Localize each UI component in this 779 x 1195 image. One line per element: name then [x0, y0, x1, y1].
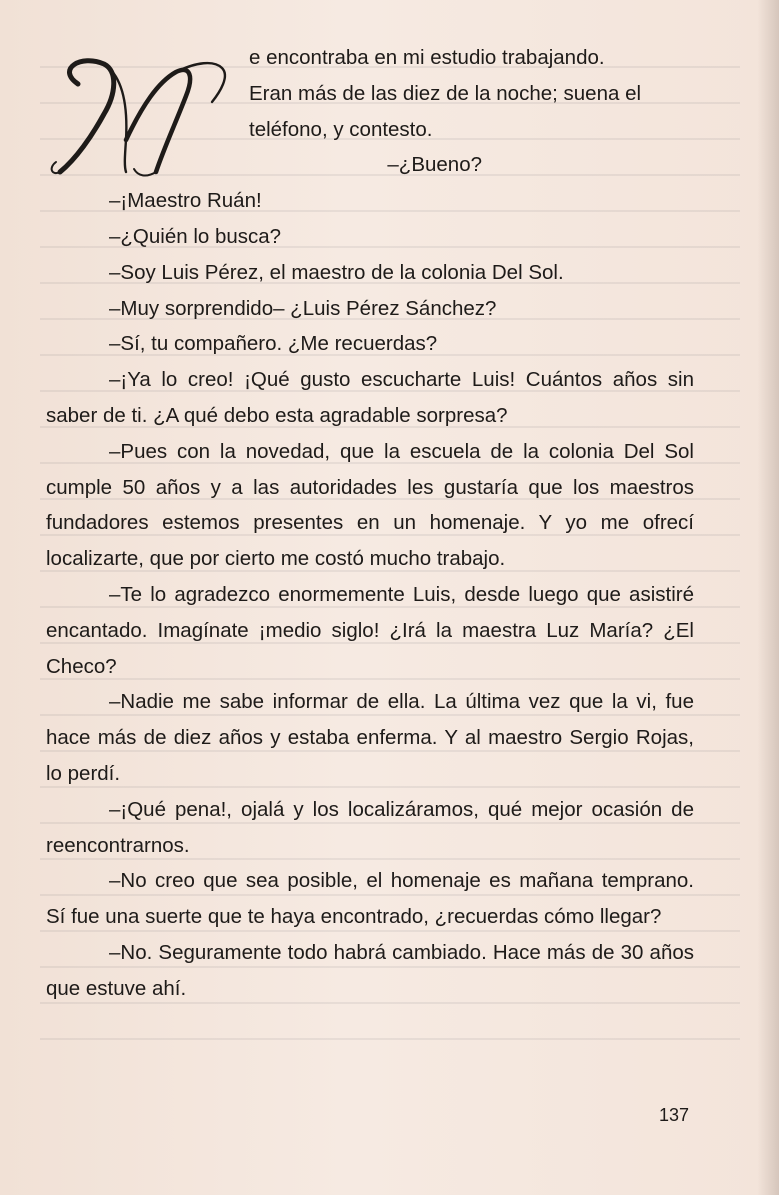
page-number: 137: [659, 1105, 690, 1125]
dropcap-letter: M: [96, 136, 98, 137]
dropcap-m-ornament: [46, 44, 246, 184]
dialogue-line: –¿Quién lo busca?: [109, 224, 282, 248]
dialogue-line: –No creo que sea posible, el homenaje es mañana temprano. Sí fue una suerte que te haya encontrado, ¿recuerdas cómo llegar?: [46, 869, 694, 929]
dialogue-line: –Sí, tu compañero. ¿Me recuerdas?: [109, 332, 438, 356]
opening-line-1: e encontraba en mi estudio trabajando.: [249, 46, 605, 69]
page-edge-shadow: [757, 0, 779, 1195]
dialogue-line: –¡Ya lo creo! ¡Qué gusto escucharte Luis! Cuántos años sin saber de ti. ¿A qué debo esta agradable sorpresa?: [46, 368, 694, 427]
dialogue-line: –Pues con la novedad, que la escuela de la colonia Del Sol cumple 50 años y a las autoridades les gustaría que los maestros fundadores estemos presentes en un homenaje. Y yo me ofrecí localizarte, que por cierto me costó mucho trabajo.: [46, 439, 694, 571]
dialogue-line: –Muy sorprendido– ¿Luis Pérez Sánchez?: [109, 296, 497, 320]
dialogue-line: –Soy Luis Pérez, el maestro de la colonia Del Sol.: [109, 260, 564, 284]
dialogue-line: –¡Maestro Ruán!: [109, 189, 262, 213]
chapter-text: [46, 40, 694, 1007]
opening-line-3: teléfono, y contesto.: [249, 117, 433, 141]
dialogue-line: –Nadie me sabe informar de ella. La última vez que la vi, fue hace más de diez años y estaba enferma. Y al maestro Sergio Rojas, lo perdí.: [46, 690, 694, 785]
dialogue-line: –¡Qué pena!, ojalá y los localizáramos, qué mejor ocasión de reencontrarnos.: [46, 797, 694, 857]
dialogue-bueno: –¿Bueno?: [387, 153, 482, 177]
dialogue-line: –No. Seguramente todo habrá cambiado. Hace más de 30 años que estuve ahí.: [46, 940, 694, 1000]
dialogue-line: –Te lo agradezco enormemente Luis, desde luego que asistiré encantado. Imagínate ¡medio siglo! ¿Irá la maestra Luz María? ¿El Checo?: [46, 582, 694, 678]
opening-line-2: Eran más de las diez de la noche; suena el: [249, 81, 642, 105]
